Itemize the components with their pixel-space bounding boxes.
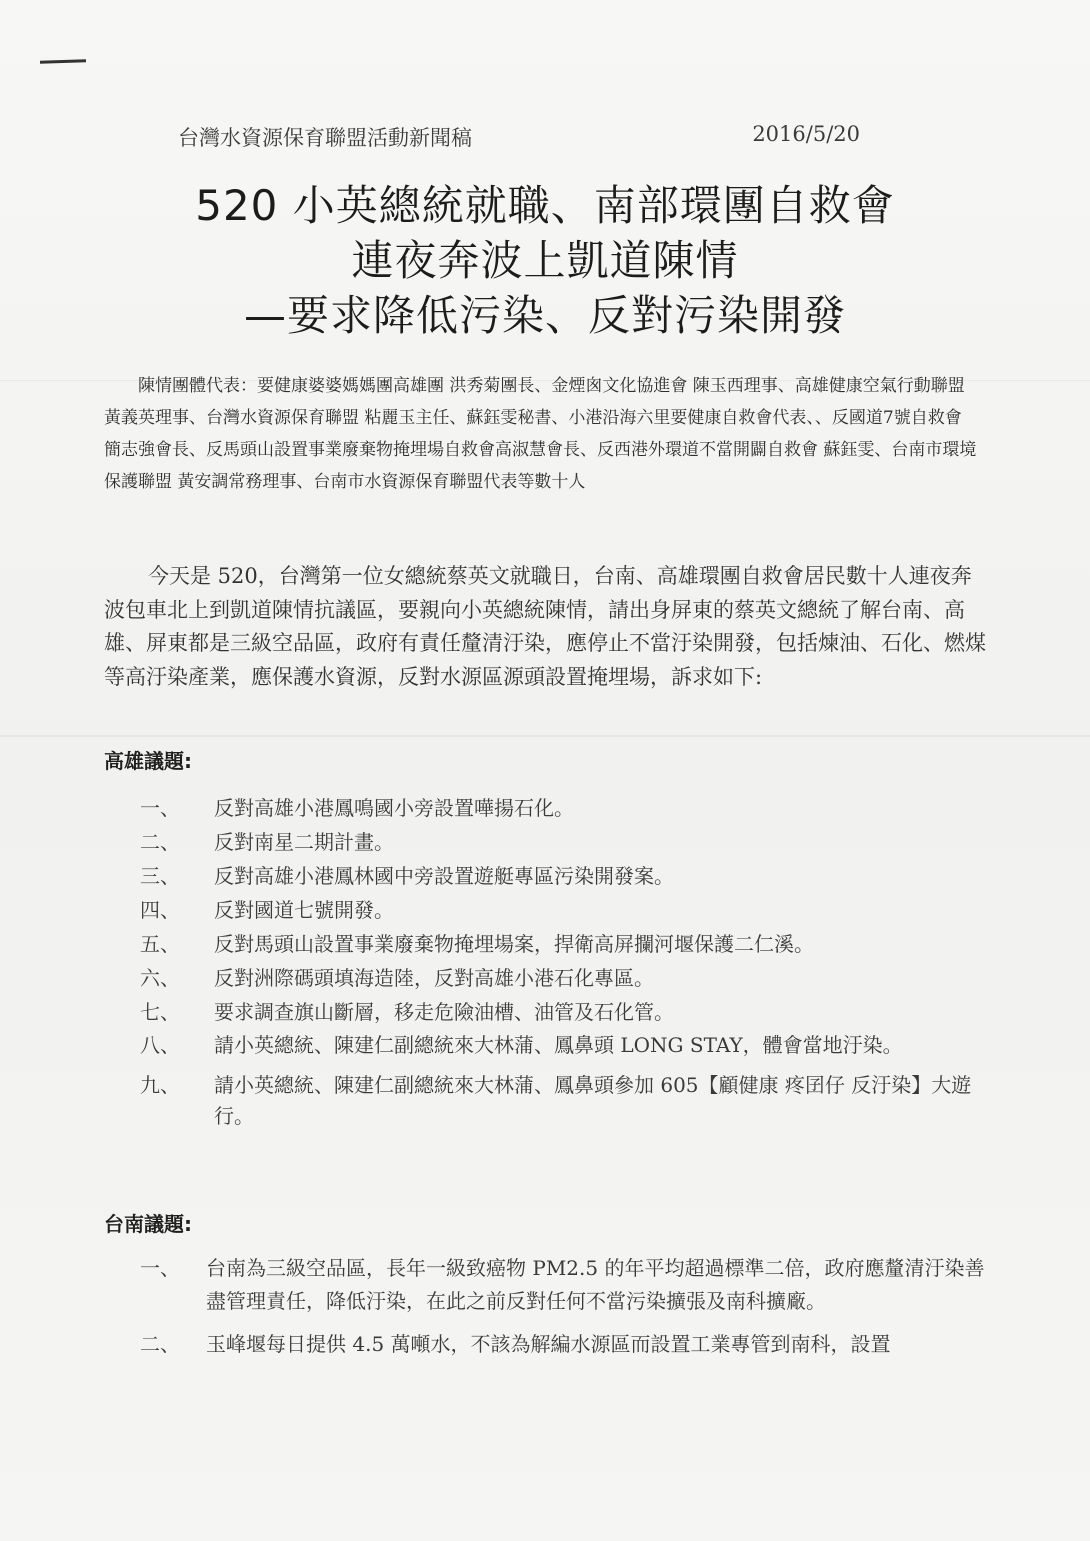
headline-line-3: —要求降低污染、反對污染開發 [243, 291, 846, 340]
list-item [140, 1252, 1010, 1318]
item-text: 反對高雄小港鳳鳴國小旁設置嘩揚石化。 [214, 796, 574, 820]
item-number: 三、 [140, 864, 180, 888]
item-text: 反對馬頭山設置事業廢棄物掩埋場案，捍衛高屏攔河堰保護二仁溪。 [214, 932, 814, 956]
fold-crease [0, 735, 1090, 737]
item-number: 六、 [140, 966, 180, 990]
item-text: 玉峰堰每日提供 4.5 萬噸水，不該為解編水源區而設置工業專管到南科，設置 [206, 1332, 891, 1356]
item-text: 請小英總統、陳建仁副總統來大林蒲、鳳鼻頭參加 605【顧健康 疼囝仔 反汙染】大遊行。 [214, 1073, 972, 1128]
item-number: 九、 [140, 1073, 180, 1097]
list-item [140, 1030, 1010, 1060]
headline-line-1: 520 小英總統就職、南部環團自救會 [195, 181, 895, 230]
list-item [140, 996, 1010, 1030]
headline [60, 178, 1030, 343]
item-number: 八、 [140, 1033, 180, 1057]
intro-text: 今天是 520，台灣第一位女總統蔡英文就職日，台南、高雄環團自救會居民數十人連夜奔波包車北上到凱道陳情抗議區，要親向小英總統陳情，請出身屏東的蔡英文總統了解台南、高雄、屏東都是三級空品區，政府有責任釐清汙染，應停止不當汙染開發，包括煉油、石化、燃煤等高汙染產業，應保護水資源，反對水源區源頭設置掩埋場，訴求如下: [104, 564, 986, 689]
list-item [140, 894, 1010, 928]
item-number: 四、 [140, 898, 180, 922]
organization-label: 台灣水資源保育聯盟活動新聞稿 [178, 126, 472, 150]
representatives-text: 陳情團體代表：要健康婆婆媽媽團高雄團 洪秀菊團長、金煙囪文化協進會 陳玉西理事、高雄健康空氣行動聯盟 黃義英理事、台灣水資源保育聯盟 粘麗玉主任、蘇鈺雯秘書、小港沿海六里要健康自救會代表、、反國道7號自救會 簡志強會長、反馬頭山設置事業廢棄物掩埋場自救會高淑慧會長、反西港外環道不當開闢自救會 蘇鈺雯、台南市環境保護聯盟 黃安調常務理事、台南市水資源保育聯盟代表等數十人 [104, 376, 977, 492]
headline-line-2: 連夜奔波上凱道陳情 [351, 236, 739, 285]
item-text: 反對洲際碼頭填海造陸，反對高雄小港石化專區。 [214, 966, 654, 990]
tainan-section-heading: 台南議題: [104, 1212, 192, 1236]
item-number: 一、 [140, 796, 180, 820]
list-item [140, 962, 1010, 996]
item-number: 五、 [140, 932, 180, 956]
kaohsiung-issue-list [140, 792, 1010, 1132]
page-number-mark [40, 59, 86, 64]
list-item [140, 860, 1010, 894]
release-date: 2016/5/20 [752, 122, 860, 146]
item-number: 二、 [140, 830, 180, 854]
item-text: 台南為三級空品區，長年一級致癌物 PM2.5 的年平均超過標準二倍，政府應釐清汙染善盡管理責任，降低汙染，在此之前反對任何不當污染擴張及南科擴廠。 [206, 1256, 985, 1313]
item-number: 七、 [140, 1000, 180, 1024]
item-text: 要求調查旗山斷層，移走危險油槽、油管及石化管。 [214, 1000, 674, 1024]
item-number: 二、 [140, 1332, 180, 1356]
kaohsiung-section-heading: 高雄議題: [104, 749, 192, 773]
item-text: 請小英總統、陳建仁副總統來大林蒲、鳳鼻頭 LONG STAY，體會當地汙染。 [214, 1033, 903, 1057]
item-number: 一、 [140, 1256, 180, 1280]
item-text: 反對高雄小港鳳林國中旁設置遊艇專區污染開發案。 [214, 864, 674, 888]
list-item [140, 792, 1010, 826]
intro-paragraph [104, 560, 989, 694]
list-item [140, 1328, 1010, 1361]
list-item [140, 1070, 1010, 1132]
list-item [140, 928, 1010, 962]
list-item [140, 826, 1010, 860]
representatives-paragraph [104, 370, 984, 498]
press-release-header [178, 122, 860, 152]
item-text: 反對國道七號開發。 [214, 898, 394, 922]
tainan-issue-list [140, 1252, 1010, 1361]
item-text: 反對南星二期計畫。 [214, 830, 394, 854]
